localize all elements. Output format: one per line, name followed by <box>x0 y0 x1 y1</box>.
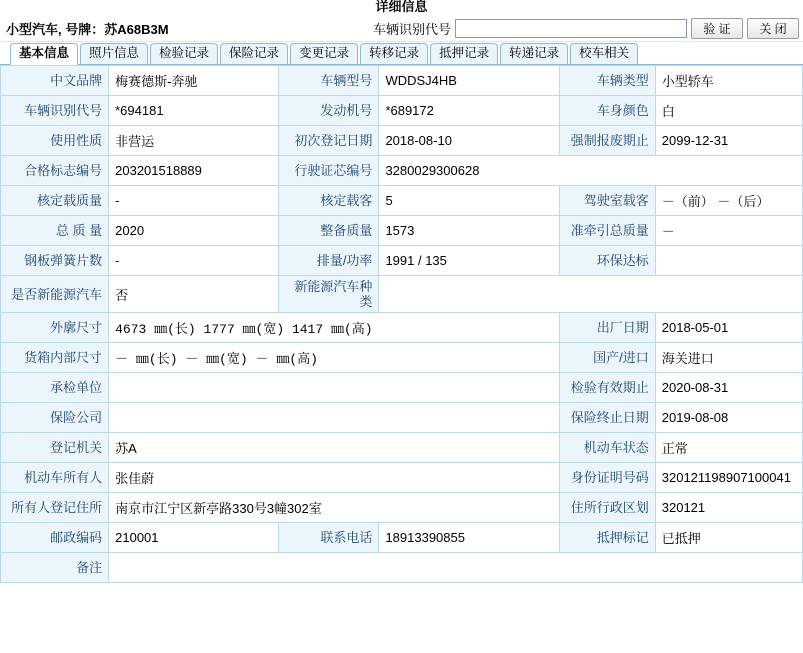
value-leaf-spring-count: - <box>109 246 279 276</box>
value-insurance-end-date: 2019-08-08 <box>655 403 802 433</box>
table-row <box>1 156 803 186</box>
value-cargo-box-dimensions: － ㎜(长) － ㎜(宽) － ㎜(高) <box>109 343 560 373</box>
label-gross-mass: 总 质 量 <box>1 216 109 246</box>
value-inspection-valid-until: 2020-08-31 <box>655 373 802 403</box>
label-model: 车辆型号 <box>279 66 379 96</box>
table-row <box>1 403 803 433</box>
value-mandatory-scrap-date: 2099-12-31 <box>655 126 802 156</box>
vehicle-summary: 小型汽车, 号牌：苏A68B3M <box>6 22 169 37</box>
label-contact-phone: 联系电话 <box>279 523 379 553</box>
label-inspection-unit: 承检单位 <box>1 373 109 403</box>
label-overall-dimensions: 外廓尺寸 <box>1 313 109 343</box>
label-curb-mass: 整备质量 <box>279 216 379 246</box>
tab-school-bus[interactable]: 校车相关 <box>570 43 638 64</box>
value-body-color: 白 <box>655 96 802 126</box>
tab-basic-info[interactable]: 基本信息 <box>10 43 78 65</box>
vehicle-detail-table <box>0 65 803 583</box>
table-row <box>1 523 803 553</box>
label-body-color: 车身颜色 <box>559 96 655 126</box>
value-vin: *694181 <box>109 96 279 126</box>
table-row <box>1 313 803 343</box>
label-domestic-import: 国产/进口 <box>559 343 655 373</box>
close-button[interactable]: 关 闭 <box>747 18 799 39</box>
label-id-number: 身份证明号码 <box>559 463 655 493</box>
label-towing-mass: 准牵引总质量 <box>559 216 655 246</box>
tab-transfer-records[interactable]: 转移记录 <box>360 43 428 64</box>
value-insurance-company <box>109 403 560 433</box>
label-insurance-end-date: 保险终止日期 <box>559 403 655 433</box>
value-id-number: 320121198907100041 <box>655 463 802 493</box>
table-row <box>1 343 803 373</box>
tab-change-records[interactable]: 变更记录 <box>290 43 358 64</box>
value-mortgage-mark: 已抵押 <box>655 523 802 553</box>
search-bar <box>0 16 803 42</box>
label-first-registration-date: 初次登记日期 <box>279 126 379 156</box>
table-row <box>1 553 803 583</box>
label-license-chip-no: 行驶证芯编号 <box>279 156 379 186</box>
table-row <box>1 433 803 463</box>
value-address-division-code: 320121 <box>655 493 802 523</box>
verify-button[interactable]: 验 证 <box>691 18 743 39</box>
table-row <box>1 463 803 493</box>
label-vehicle-status: 机动车状态 <box>559 433 655 463</box>
value-gross-mass: 2020 <box>109 216 279 246</box>
value-postal-code: 210001 <box>109 523 279 553</box>
label-new-energy-type: 新能源汽车种类 <box>279 276 379 313</box>
value-domestic-import: 海关进口 <box>655 343 802 373</box>
value-overall-dimensions: 4673 ㎜(长) 1777 ㎜(宽) 1417 ㎜(高) <box>109 313 560 343</box>
label-usage: 使用性质 <box>1 126 109 156</box>
table-row <box>1 493 803 523</box>
value-emission-standard <box>655 246 802 276</box>
value-qualification-mark-no: 203201518889 <box>109 156 279 186</box>
vin-search-label: 车辆识别代号 <box>372 22 451 37</box>
value-vehicle-type: 小型轿车 <box>655 66 802 96</box>
value-vehicle-status: 正常 <box>655 433 802 463</box>
tab-mortgage-records[interactable]: 抵押记录 <box>430 43 498 64</box>
value-license-chip-no: 3280029300628 <box>379 156 803 186</box>
label-vehicle-type: 车辆类型 <box>559 66 655 96</box>
window-title: 详细信息 <box>375 0 428 14</box>
label-leaf-spring-count: 钢板弹簧片数 <box>1 246 109 276</box>
value-inspection-unit <box>109 373 560 403</box>
value-towing-mass: － <box>655 216 802 246</box>
label-is-new-energy: 是否新能源汽车 <box>1 276 109 313</box>
label-vin: 车辆识别代号 <box>1 96 109 126</box>
value-cab-passengers: －（前） －（后） <box>655 186 802 216</box>
value-owner: 张佳蔚 <box>109 463 560 493</box>
table-row <box>1 216 803 246</box>
label-cab-passengers: 驾驶室载客 <box>559 186 655 216</box>
table-row <box>1 276 803 313</box>
value-remark <box>109 553 803 583</box>
label-rated-load: 核定载质量 <box>1 186 109 216</box>
value-rated-load: - <box>109 186 279 216</box>
tab-inspection-records[interactable]: 检验记录 <box>150 43 218 64</box>
label-remark: 备注 <box>1 553 109 583</box>
value-brand: 梅赛德斯-奔驰 <box>109 66 279 96</box>
vin-search-input[interactable] <box>455 19 687 38</box>
label-owner-address: 所有人登记住所 <box>1 493 109 523</box>
value-contact-phone: 18913390855 <box>379 523 559 553</box>
label-emission-standard: 环保达标 <box>559 246 655 276</box>
value-usage: 非营运 <box>109 126 279 156</box>
label-postal-code: 邮政编码 <box>1 523 109 553</box>
label-qualification-mark-no: 合格标志编号 <box>1 156 109 186</box>
value-manufacture-date: 2018-05-01 <box>655 313 802 343</box>
table-row <box>1 126 803 156</box>
value-first-registration-date: 2018-08-10 <box>379 126 559 156</box>
label-displacement-power: 排量/功率 <box>279 246 379 276</box>
label-registration-authority: 登记机关 <box>1 433 109 463</box>
label-manufacture-date: 出厂日期 <box>559 313 655 343</box>
label-cargo-box-dimensions: 货箱内部尺寸 <box>1 343 109 373</box>
tab-bar <box>0 42 803 65</box>
label-address-division-code: 住所行政区划 <box>559 493 655 523</box>
value-is-new-energy: 否 <box>109 276 279 313</box>
tab-delivery-records[interactable]: 转递记录 <box>500 43 568 64</box>
value-engine-no: *689172 <box>379 96 559 126</box>
tab-photo-info[interactable]: 照片信息 <box>80 43 148 64</box>
label-engine-no: 发动机号 <box>279 96 379 126</box>
label-owner: 机动车所有人 <box>1 463 109 493</box>
table-row <box>1 96 803 126</box>
value-registration-authority: 苏A <box>109 433 560 463</box>
value-displacement-power: 1991 / 135 <box>379 246 559 276</box>
value-curb-mass: 1573 <box>379 216 559 246</box>
label-insurance-company: 保险公司 <box>1 403 109 433</box>
table-row <box>1 186 803 216</box>
tab-insurance-records[interactable]: 保险记录 <box>220 43 288 64</box>
label-rated-passengers: 核定载客 <box>279 186 379 216</box>
table-row <box>1 373 803 403</box>
label-mortgage-mark: 抵押标记 <box>559 523 655 553</box>
label-brand: 中文品牌 <box>1 66 109 96</box>
table-row <box>1 66 803 96</box>
value-model: WDDSJ4HB <box>379 66 559 96</box>
table-row <box>1 246 803 276</box>
label-mandatory-scrap-date: 强制报废期止 <box>559 126 655 156</box>
value-new-energy-type <box>379 276 803 313</box>
label-inspection-valid-until: 检验有效期止 <box>559 373 655 403</box>
value-rated-passengers: 5 <box>379 186 559 216</box>
value-owner-address: 南京市江宁区新亭路330号3幢302室 <box>109 493 560 523</box>
